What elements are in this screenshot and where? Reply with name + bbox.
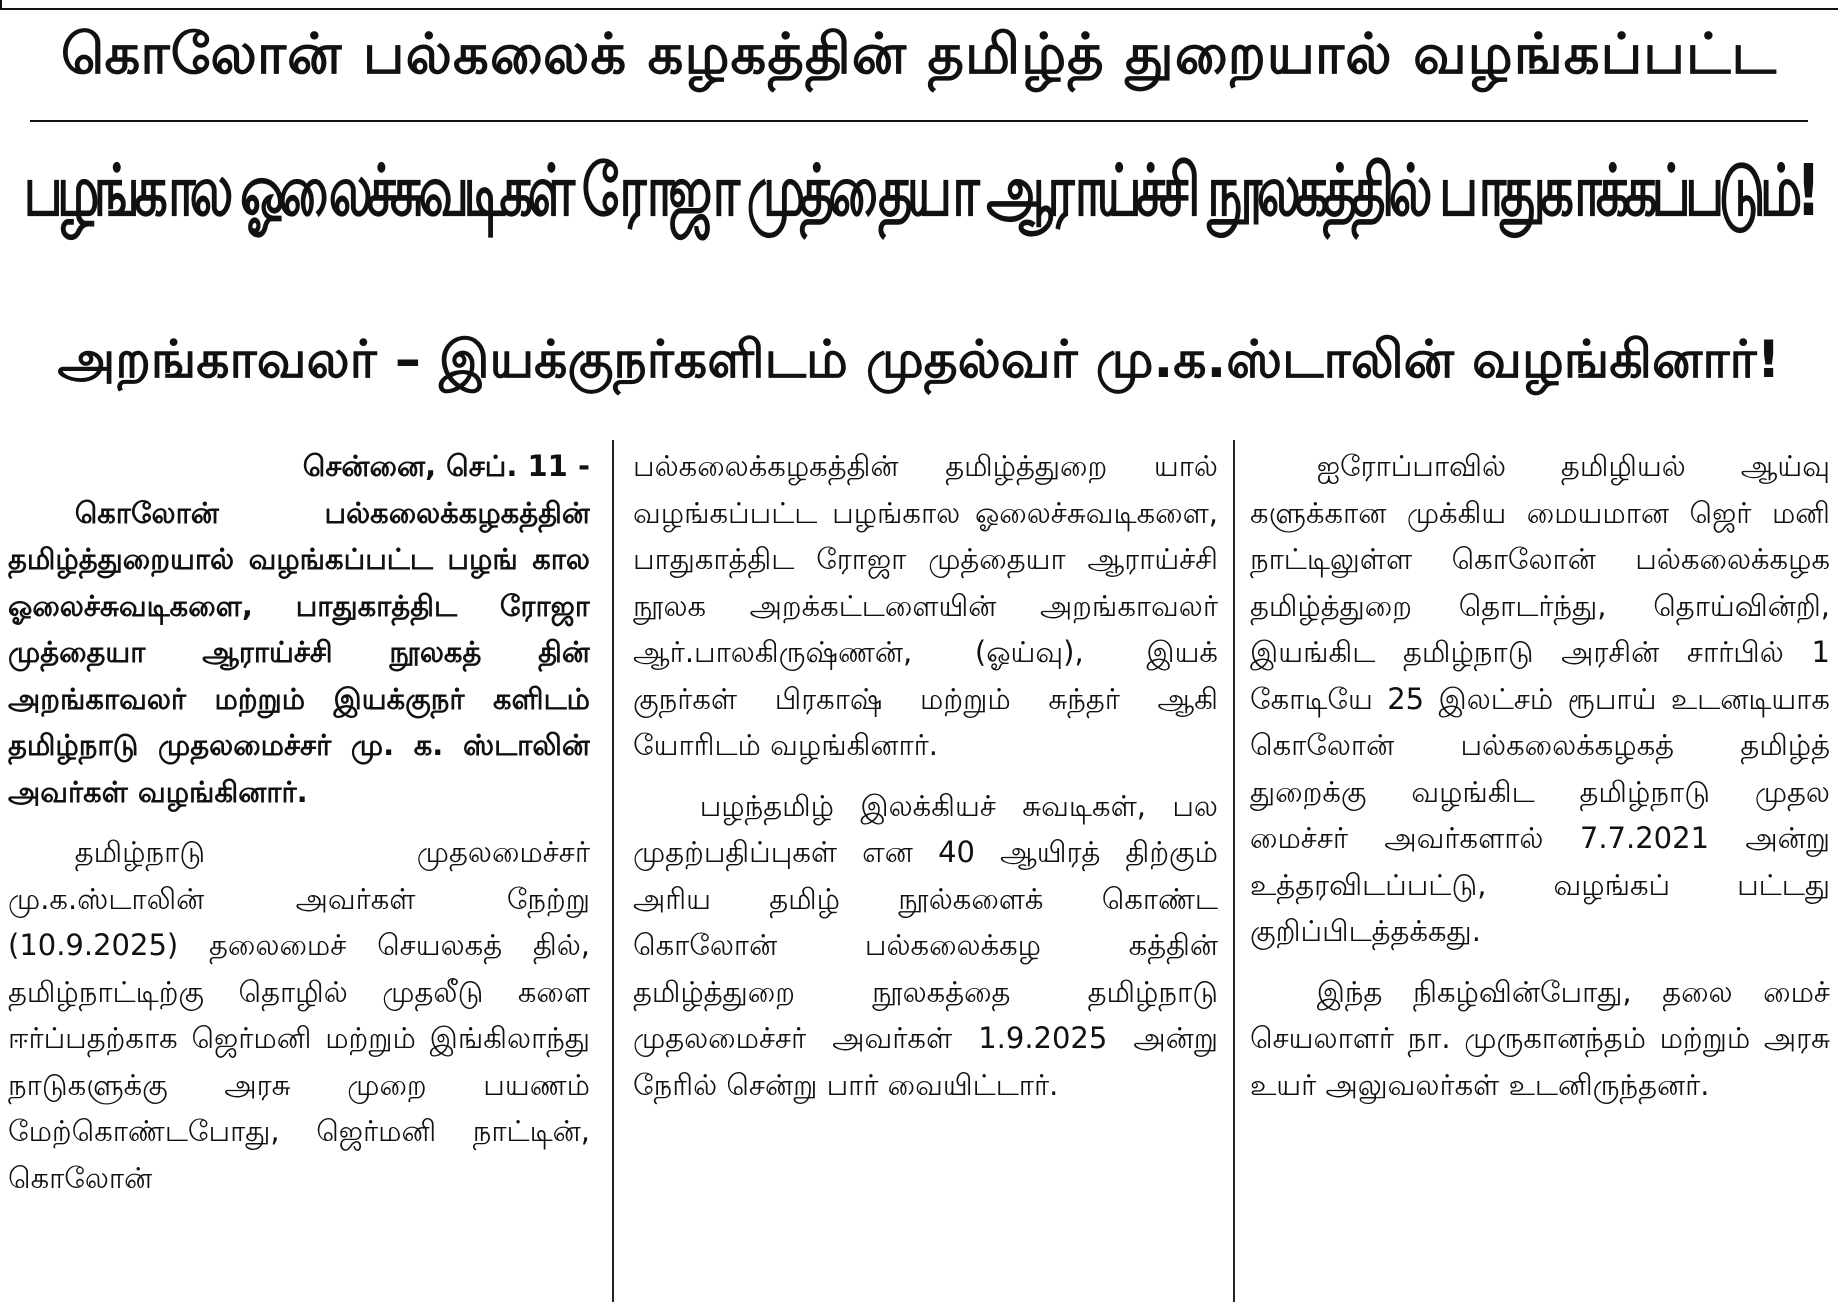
headline-rule — [30, 120, 1808, 122]
body-paragraph: தமிழ்நாடு முதலமைச்சர் மு.க.ஸ்டாலின் அவர்கள் நேற்று (10.9.2025) தலைமைச் செயலகத் தில், தமிழ்நாட்டிற்கு தொழில் முதலீடு களை ஈர்ப்பதற்காக ஜெர்மனி மற்றும் இங்கிலாந்து நாடுகளுக்கு அரசு முறை பயணம் மேற்கொண்டபோது, ஜெர்மனி நாட்டின், கொலோன் — [8, 835, 590, 1195]
article-column-2 — [633, 443, 1218, 1303]
article-column-1 — [8, 443, 590, 1303]
body-paragraph: ஐரோப்பாவில் தமிழியல் ஆய்வு களுக்கான முக்கிய மையமான ஜெர் மனி நாட்டிலுள்ள கொலோன் பல்கலைக்கழக தமிழ்த்துறை தொடர்ந்து, தொய்வின்றி, இயங்கிட தமிழ்நாடு அரசின் சார்பில் 1 கோடியே 25 இலட்சம் ரூபாய் உடனடியாக கொலோன் பல்கலைக்கழகத் தமிழ்த் துறைக்கு வழங்கிட தமிழ்நாடு முதல மைச்சர் அவர்களால் 7.7.2021 அன்று உத்தரவிடப்பட்டு, வழங்கப் பட்டது குறிப்பிடத்தக்கது. — [1250, 449, 1830, 948]
lead-paragraph: கொலோன் பல்கலைக்கழகத்தின் தமிழ்த்துறையால் வழங்கப்பட்ட பழங் கால ஓலைச்சுவடிகளை, பாதுகாத்திட ரோஜா முத்தையா ஆராய்ச்சி நூலகத் தின் அறங்காவலர் மற்றும் இயக்குநர் களிடம் தமிழ்நாடு முதலமைச்சர் மு. க. ஸ்டாலின் அவர்கள் வழங்கினார். — [8, 495, 590, 809]
column-divider-2 — [1233, 440, 1235, 1302]
main-headline: பழங்கால ஓலைச்சுவடிகள் ரோஜா முத்தையா ஆராய்ச்சி நூலகத்தில் பாதுகாக்கப்படும்! — [23, 150, 1815, 233]
article-column-3 — [1250, 443, 1830, 1303]
sub-headline: அறங்காவலர் – இயக்குநர்களிடம் முதல்வர் மு.க.ஸ்டாலின் வழங்கினார்! — [57, 330, 1781, 390]
kicker-headline: கொலோன் பல்கலைக் கழகத்தின் தமிழ்த் துறையால் வழங்கப்பட்ட — [60, 22, 1778, 87]
top-border-box — [0, 0, 1838, 10]
column-divider-1 — [612, 440, 614, 1302]
body-paragraph: பல்கலைக்கழகத்தின் தமிழ்த்துறை யால் வழங்கப்பட்ட பழங்கால ஓலைச்சுவடிகளை, பாதுகாத்திட ரோஜா முத்தையா ஆராய்ச்சி நூலக அறக்கட்டளையின் அறங்காவலர் ஆர்.பாலகிருஷ்ணன், (ஓய்வு), இயக் குநர்கள் பிரகாஷ் மற்றும் சுந்தர் ஆகி யோரிடம் வழங்கினார். — [633, 449, 1218, 762]
body-paragraph: இந்த நிகழ்வின்போது, தலை மைச் செயலாளர் நா. முருகானந்தம் மற்றும் அரசு உயர் அலுவலர்கள் உடனிருந்தனர். — [1250, 974, 1830, 1102]
body-paragraph: பழந்தமிழ் இலக்கியச் சுவடிகள், பல முதற்பதிப்புகள் என 40 ஆயிரத் திற்கும் அரிய தமிழ் நூல்களைக் கொண்ட கொலோன் பல்கலைக்கழ கத்தின் தமிழ்த்துறை நூலகத்தை தமிழ்நாடு முதலமைச்சர் அவர்கள் 1.9.2025 அன்று நேரில் சென்று பார் வையிட்டார். — [633, 788, 1218, 1102]
dateline: சென்னை, செப். 11 - — [302, 449, 590, 483]
